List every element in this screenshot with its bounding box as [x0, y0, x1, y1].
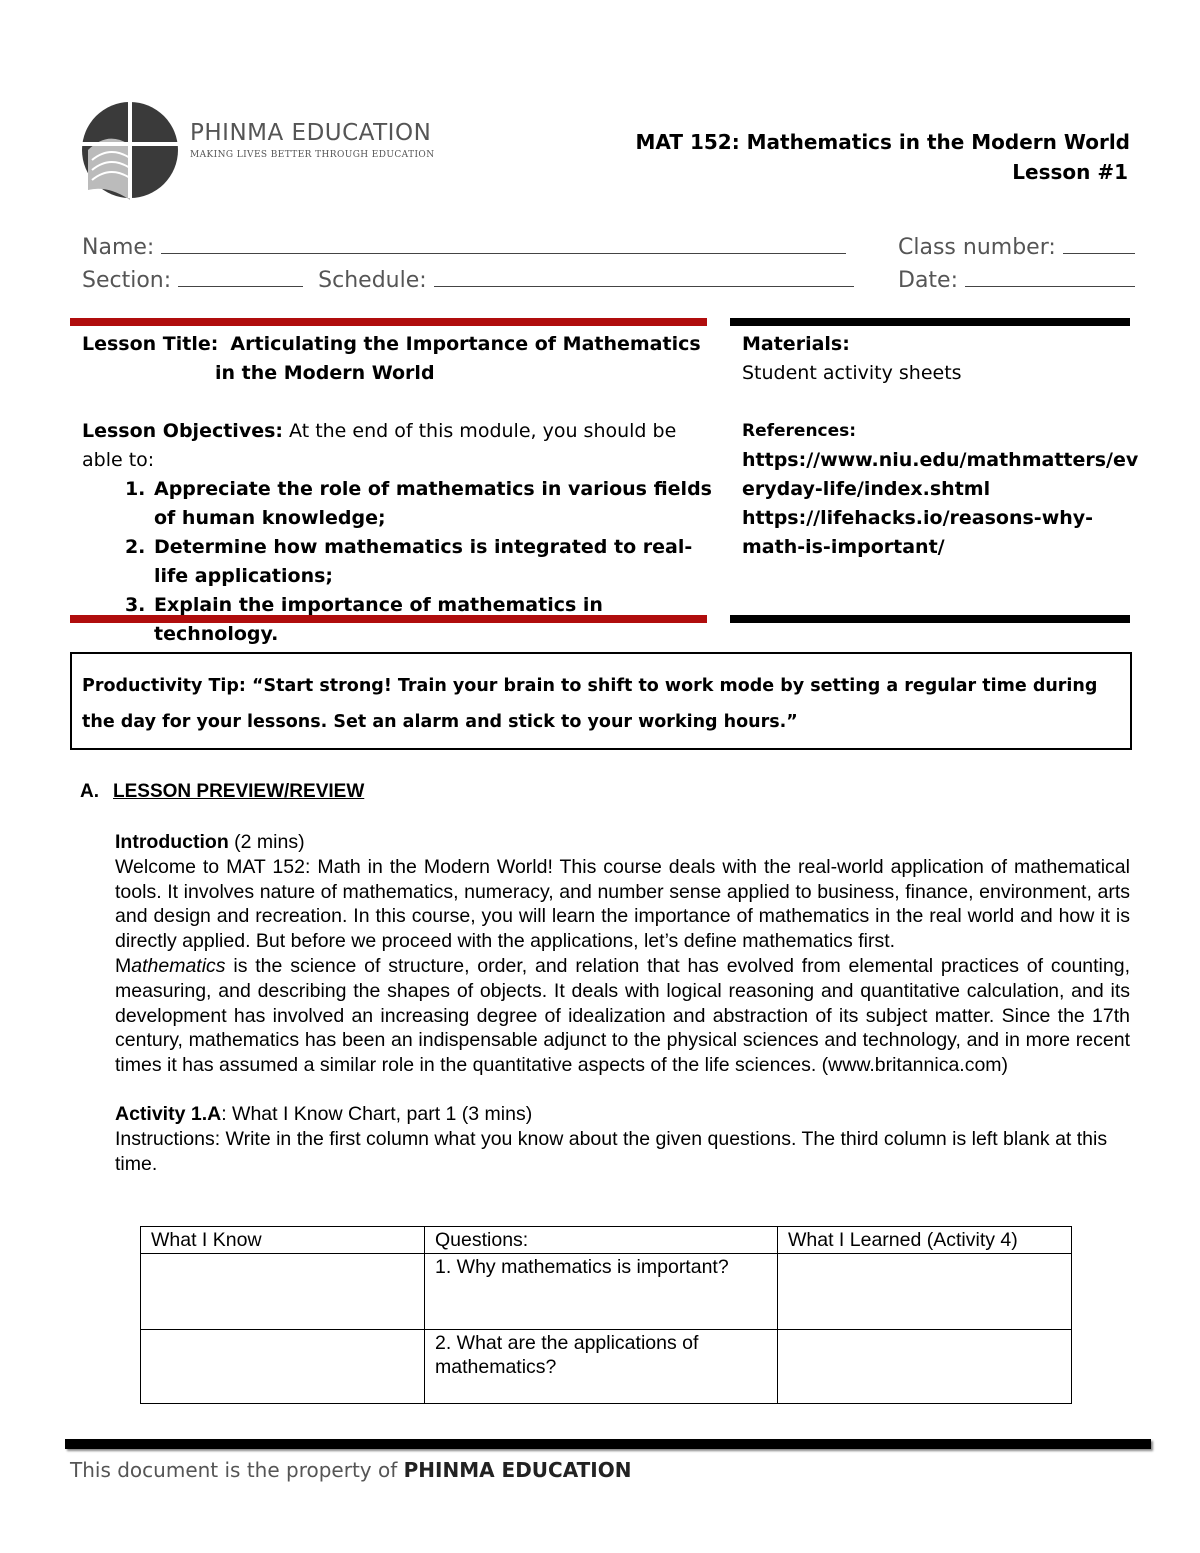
table-header-cell: What I Learned (Activity 4): [778, 1227, 1072, 1254]
date-line[interactable]: [965, 286, 1135, 287]
section-line[interactable]: [178, 286, 303, 287]
objectives-label: Lesson Objectives:: [82, 420, 283, 442]
footer-divider: [65, 1439, 1151, 1449]
schedule-line[interactable]: [434, 286, 854, 287]
intro-time: (2 mins): [228, 831, 305, 853]
table-header-cell: What I Know: [141, 1227, 425, 1254]
section-field[interactable]: [82, 268, 854, 293]
productivity-tip-box: [70, 652, 1132, 750]
definition-text: is the science of structure, order, and relation that has evolved from elemental practices of counting, measuring, and describing the shapes of objects. It deals with logical reasoning and quantitative calculation, and its development has involved an increasing degree of idealization and abstraction of its subject matter. Since the 17th century, mathematics has been an indispensable adjunct to the physical sciences and technology, and in more recent times it has assumed a similar role in the quantitative aspects of the life sciences. (www.britannica.com): [115, 954, 1130, 1077]
productivity-tip-text: Productivity Tip: “Start strong! Train your brain to shift to work mode by setting a regular time during the day for your lessons. Set an alarm and stick to your working hours.”: [82, 676, 1098, 732]
objective-item: 3. Explain the importance of mathematics in technology.: [152, 591, 712, 649]
reference-link[interactable]: https://www.niu.edu/mathmatters/ev: [742, 449, 1139, 471]
class-number-line[interactable]: [1063, 253, 1135, 254]
divider-black-top: [730, 318, 1130, 326]
what-i-learned-cell[interactable]: [778, 1330, 1072, 1404]
divider-black-bottom: [730, 615, 1130, 623]
objectives-list: [82, 475, 712, 649]
name-label: Name:: [82, 235, 155, 260]
footer-prefix: This document is the property of: [70, 1458, 404, 1482]
activity-instructions: Instructions: Write in the first column what you know about the given questions. The third column is left blank at this time.: [115, 1127, 1108, 1175]
section-title: LESSON PREVIEW/REVIEW: [113, 781, 365, 802]
what-i-know-cell[interactable]: [141, 1330, 425, 1404]
class-number-field[interactable]: [898, 235, 1135, 260]
what-i-know-cell[interactable]: [141, 1254, 425, 1330]
intro-paragraph: Welcome to MAT 152: Math in the Modern World! This course deals with the real-world application of mathematical tools. It involves nature of mathematics, numeracy, and number sense applied to business, finance, environment, arts and design and recreation. In this course, you will learn the importance of mathematics in the real world and how it is directly applied. But before we proceed with the applications, let’s define mathematics first.: [115, 855, 1130, 953]
lesson-number: Lesson #1: [1012, 160, 1128, 184]
divider-red-top: [70, 318, 707, 326]
section-letter: A.: [80, 781, 99, 802]
class-number-label: Class number:: [898, 235, 1056, 260]
name-field[interactable]: [82, 235, 846, 260]
section-a-body: [115, 830, 1130, 1176]
lesson-objectives: [82, 417, 712, 475]
what-i-learned-cell[interactable]: [778, 1254, 1072, 1330]
table-row: [141, 1330, 1072, 1404]
lesson-title-line2: in the Modern World: [215, 362, 435, 384]
intro-heading: [115, 830, 1130, 855]
question-cell: 1. Why mathematics is important?: [425, 1254, 778, 1330]
reference-link[interactable]: math-is-important/: [742, 536, 945, 558]
table-header-row: [141, 1227, 1072, 1254]
lesson-title: [82, 330, 712, 359]
activity-heading: [115, 1102, 1130, 1127]
intro-label: Introduction: [115, 831, 229, 853]
materials-info: [742, 330, 1139, 562]
section-a-heading: [80, 781, 364, 803]
references-label: References:: [742, 421, 857, 441]
definition-paragraph: [115, 954, 1130, 1078]
lesson-title-line1: Articulating the Importance of Mathematics: [230, 333, 701, 355]
math-initial: M: [115, 954, 132, 977]
what-i-know-chart: [140, 1226, 1072, 1404]
footer-text: [70, 1458, 631, 1482]
question-cell: 2. What are the applications of mathematics?: [425, 1330, 778, 1404]
math-term: athematics: [131, 954, 226, 977]
reference-link[interactable]: eryday-life/index.shtml: [742, 478, 991, 500]
date-label: Date:: [898, 268, 958, 293]
reference-link[interactable]: https://lifehacks.io/reasons-why-: [742, 507, 1094, 529]
objective-item: 1. Appreciate the role of mathematics in various fields of human knowledge;: [152, 475, 712, 533]
brand-name: PHINMA EDUCATION: [190, 120, 432, 146]
brand-tagline: MAKING LIVES BETTER THROUGH EDUCATION: [190, 150, 435, 160]
activity-label: Activity 1.A: [115, 1102, 222, 1125]
footer-owner: PHINMA EDUCATION: [403, 1458, 632, 1482]
table-header-cell: Questions:: [425, 1227, 778, 1254]
objectives-intro: At the end of this module, you should be able to:: [82, 420, 677, 471]
materials-label: Materials:: [742, 333, 850, 355]
lesson-info: [82, 330, 712, 649]
schedule-label: Schedule:: [318, 268, 427, 293]
objective-item: 2. Determine how mathematics is integrated to real-life applications;: [152, 533, 712, 591]
section-label: Section:: [82, 268, 172, 293]
materials-value: Student activity sheets: [742, 362, 962, 384]
activity-title: : What I Know Chart, part 1 (3 mins): [221, 1102, 533, 1125]
lesson-title-label: Lesson Title:: [82, 333, 219, 355]
table-row: [141, 1254, 1072, 1330]
date-field[interactable]: [898, 268, 1135, 293]
course-title: MAT 152: Mathematics in the Modern World: [635, 130, 1130, 154]
name-line[interactable]: [161, 253, 846, 254]
